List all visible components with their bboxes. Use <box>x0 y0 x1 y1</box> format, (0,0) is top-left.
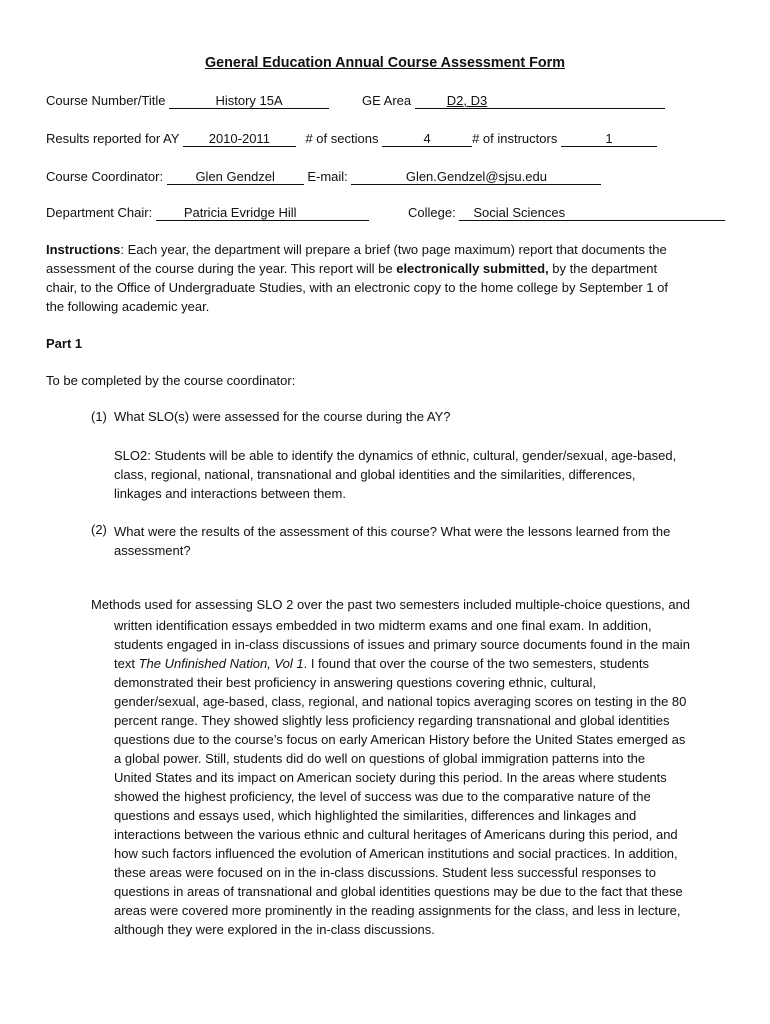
ge-row <box>362 93 665 109</box>
methods-line: these areas were focused on in the in-class discussions. Student less successful responses to <box>114 865 656 880</box>
slo-line: class, regional, national, transnational and global identities and the similarities, differences, <box>114 467 636 482</box>
chair-field[interactable]: Patricia Evridge Hill <box>156 205 369 221</box>
part1-heading: Part 1 <box>46 336 83 351</box>
ay-field[interactable]: 2010-2011 <box>183 131 296 147</box>
sections-field[interactable]: 4 <box>382 131 472 147</box>
instructors-label: # of instructors <box>472 131 558 146</box>
methods-line: showed the highest proficiency, the level of success was due to the comparative nature of the <box>114 789 651 804</box>
methods-line: percent range. They showed slightly less proficiency regarding transnational and global identities <box>114 713 670 728</box>
college-label: College: <box>408 205 456 220</box>
part1-intro: To be completed by the course coordinator: <box>46 373 296 388</box>
form-title: General Education Annual Course Assessment Form <box>204 55 565 71</box>
ay-label: Results reported for AY <box>46 131 180 146</box>
slo-paragraph <box>114 446 676 503</box>
college-row <box>408 205 725 221</box>
course-row <box>46 93 329 109</box>
methods-line: questions due to the course’s focus on early American History before the United States emerged as <box>114 732 686 747</box>
chair-label: Department Chair: <box>46 205 153 220</box>
instructions-paragraph <box>46 240 668 316</box>
book-title: The Unfinished Nation, Vol 1 <box>138 656 304 671</box>
question-2-number: (2) <box>91 522 107 537</box>
methods-line: interactions between the various ethnic and cultural heritages of Americans during this period, and <box>114 827 678 842</box>
instructors-field[interactable]: 1 <box>561 131 657 147</box>
instructions-line: chair, to the Office of Undergraduate Studies, with an electronic copy to the home college by September 1 of <box>46 280 668 295</box>
methods-line: . I found that over the course of the two semesters, students <box>303 656 650 671</box>
methods-line: text <box>114 656 139 671</box>
course-field[interactable]: History 15A <box>169 93 329 109</box>
instructions-line: the following academic year. <box>46 299 210 314</box>
methods-line: how such factors influenced the evolution of American institutions and social practices. In addition, <box>114 846 678 861</box>
question-2-text <box>114 522 670 560</box>
coordinator-label: Course Coordinator: <box>46 169 164 184</box>
instructions-line: assessment of the course during the year. This report will be <box>46 261 397 276</box>
methods-line: a global power. Still, students did do well on questions of global immigration patterns into the <box>114 751 646 766</box>
question-1-text: What SLO(s) were assessed for the course during the AY? <box>114 409 451 424</box>
methods-line: areas were covered more prominently in the reading assignments for the class, and less in lecture, <box>114 903 681 918</box>
instructions-line: by the department <box>548 261 658 276</box>
coordinator-row <box>46 169 601 185</box>
ay-row <box>46 131 657 147</box>
question-2-line: What were the results of the assessment of this course? What were the lessons learned from the <box>114 524 671 539</box>
methods-line: demonstrated their best proficiency in answering questions covering ethnic, cultural, <box>114 675 596 690</box>
methods-line: gender/sexual, age-based, class, regional, and national topics averaging scores on testing in the 80 <box>114 694 687 709</box>
methods-line: students engaged in in-class discussions of issues and primary source documents found in the main <box>114 637 690 652</box>
ge-label: GE Area <box>362 93 412 108</box>
methods-line: although they were explored in the in-class discussions. <box>114 922 435 937</box>
slo-line: linkages and interactions between them. <box>114 486 346 501</box>
methods-line: written identification essays embedded in two midterm exams and one final exam. In addition, <box>114 618 652 633</box>
instructions-label: Instructions <box>46 242 121 257</box>
slo-line: SLO2: Students will be able to identify the dynamics of ethnic, cultural, gender/sexual, age-based, <box>114 448 677 463</box>
ge-field[interactable]: D2, D3 <box>415 93 665 109</box>
methods-first-line: Methods used for assessing SLO 2 over the past two semesters included multiple-choice questions, and <box>91 597 691 612</box>
methods-line: United States and its impact on American society during this period. In the areas where students <box>114 770 667 785</box>
email-field[interactable]: Glen.Gendzel@sjsu.edu <box>351 169 601 185</box>
methods-paragraph <box>114 616 690 939</box>
chair-row <box>46 205 369 221</box>
coordinator-field[interactable]: Glen Gendzel <box>167 169 304 185</box>
question-1-number: (1) <box>91 409 107 424</box>
instructions-line: : Each year, the department will prepare a brief (two page maximum) report that documents the <box>120 242 667 257</box>
course-label: Course Number/Title <box>46 93 166 108</box>
methods-line: questions in areas of transnational and global identities questions may be due to the fact that these <box>114 884 683 899</box>
college-field[interactable]: Social Sciences <box>459 205 725 221</box>
methods-line: questions and essays used, which highlighted the similarities, differences and linkages and <box>114 808 637 823</box>
question-2-line: assessment? <box>114 543 191 558</box>
instructions-emphasis: electronically submitted, <box>396 261 549 276</box>
email-label: E-mail: <box>307 169 348 184</box>
sections-label: # of sections <box>305 131 379 146</box>
